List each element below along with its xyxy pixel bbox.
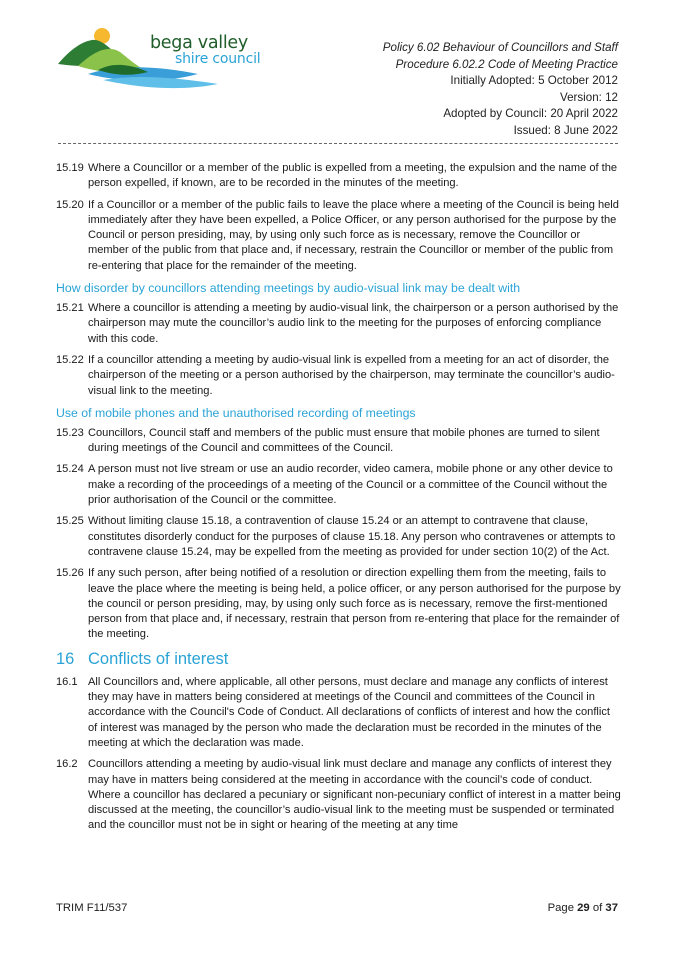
adopted-by-council: Adopted by Council: 20 April 2022 <box>443 107 618 121</box>
subheading-mobile-phones: Use of mobile phones and the unauthorised recording of meetings <box>56 405 416 420</box>
clause-number: 15.26 <box>56 567 84 580</box>
clause-15-19 <box>56 161 622 192</box>
clause-16-2 <box>56 757 622 833</box>
clause-text: Councillors, Council staff and members of the public must ensure that mobile phones are turned to silent during meetings of the Council and committees of the Council. <box>88 426 600 455</box>
logo-text-line1: bega valley <box>150 33 248 53</box>
page-number <box>548 902 618 914</box>
clause-text: If any such person, after being notified of a resolution or direction expelling them from the meeting, fails to leave the place where the meeting is being held, a police officer, or any person authorised for the purpose by the council or person presiding, may, by using only such force as is necessary, remove the first-mentioned person from that place and, if necessary, restrain that person from re-entering that place for the remainder of the meeting. <box>88 567 621 641</box>
clause-text: Councillors attending a meeting by audio-visual link must declare and manage any conflicts of interest they may have in matters being considered at the meeting in accordance with the council’s code of conduct. Where a councillor has declared a pecuniary or significant non-pecuniary conflict of interest in a matter being discussed at the meeting, the councillor’s audio-visual link to the meeting must be suspended or terminated and the councillor must not be in sight or hearing of the meeting at any time <box>88 758 621 832</box>
clause-text: Where a Councillor or a member of the public is expelled from a meeting, the expulsion and the name of the person expelled, if known, are to be recorded in the minutes of the meeting. <box>88 162 618 190</box>
clause-text: Without limiting clause 15.18, a contravention of clause 15.24 or an attempt to contravene that clause, constitutes disorderly conduct for the purposes of clause 15.18. Any person who contravenes or attempts to contravene clause 15.24, may be expelled from the meeting as provided for under section 10(2) of the Act. <box>88 515 616 558</box>
policy-title: Policy 6.02 Behaviour of Councillors and Staff <box>382 41 618 54</box>
section-heading-16 <box>56 649 622 669</box>
clause-15-24 <box>56 462 622 508</box>
of-word: of <box>592 902 603 914</box>
clause-number: 15.20 <box>56 198 84 211</box>
clause-text: All Councillors and, where applicable, all other persons, must declare and manage any conflicts of interest they may have in matters being considered at meetings of the Council and committees of the Council in accordance with the Council's Code of Conduct. All declarations of conflicts of interest and how the conflict of interest was managed by the person who made the declaration must be recorded in the minutes of the meeting at which the declaration was made. <box>88 675 610 749</box>
clause-15-20 <box>56 198 622 274</box>
section-number: 16 <box>56 649 75 668</box>
current-page: 29 <box>577 902 590 914</box>
clause-text: If a councillor attending a meeting by audio-visual link is expelled from a meeting for an act of disorder, the chairperson of the meeting or a person authorised by the chairperson, may terminate the councillor’s audio-visual link to the meeting. <box>88 353 615 397</box>
clause-number: 15.21 <box>56 302 84 315</box>
issued-date: Issued: 8 June 2022 <box>513 123 618 137</box>
clause-15-22 <box>56 353 622 399</box>
clause-number: 16.2 <box>56 758 78 771</box>
clause-text: Where a councillor is attending a meeting by audio-visual link, the chairperson or a person authorised by the chairperson may mute the councillor’s audio link to the meeting for the purposes of enforcing compliance with this code. <box>88 302 619 345</box>
clause-text: If a Councillor or a member of the public fails to leave the place where a meeting of the Council is being held immediately after they have been expelled, a Police Officer, or any person authorised for the purpose by the Council or person presiding, may, by using only such force as is necessary, remove the Councillor or member of the public from that place and, if necessary, restrain the Councillor or member of the public from re-entering that place for the remainder of the meeting. <box>88 198 619 272</box>
document-header-info <box>383 40 618 140</box>
clause-15-26 <box>56 566 622 642</box>
version: Version: 12 <box>559 90 618 104</box>
document-body <box>56 161 622 840</box>
clause-number: 15.24 <box>56 463 84 476</box>
page-word: Page <box>547 902 574 914</box>
initially-adopted: Initially Adopted: 5 October 2012 <box>450 74 618 88</box>
clause-15-25 <box>56 514 622 560</box>
clause-text: A person must not live stream or use an audio recorder, video camera, mobile phone or any other device to make a recording of the proceedings of a meeting of the Council or a committee of the Council without the prior authorisation of the Council or the committee. <box>88 463 613 507</box>
clause-number: 15.22 <box>56 353 84 366</box>
clause-15-23 <box>56 426 622 457</box>
clause-number: 15.19 <box>56 162 84 174</box>
clause-number: 16.1 <box>56 675 78 688</box>
header-divider <box>58 143 618 144</box>
total-pages: 37 <box>605 902 618 914</box>
clause-number: 15.23 <box>56 426 84 439</box>
council-logo <box>58 22 288 102</box>
section-title: Conflicts of interest <box>88 649 229 668</box>
trim-reference: TRIM F11/537 <box>56 902 128 914</box>
logo-text-line2: shire council <box>175 51 261 67</box>
clause-number: 15.25 <box>56 515 84 528</box>
procedure-title: Procedure 6.02.2 Code of Meeting Practice <box>395 57 618 71</box>
clause-15-21 <box>56 301 622 347</box>
subheading-audio-visual-disorder: How disorder by councillors attending meetings by audio-visual link may be dealt with <box>56 281 521 296</box>
clause-16-1 <box>56 675 622 751</box>
